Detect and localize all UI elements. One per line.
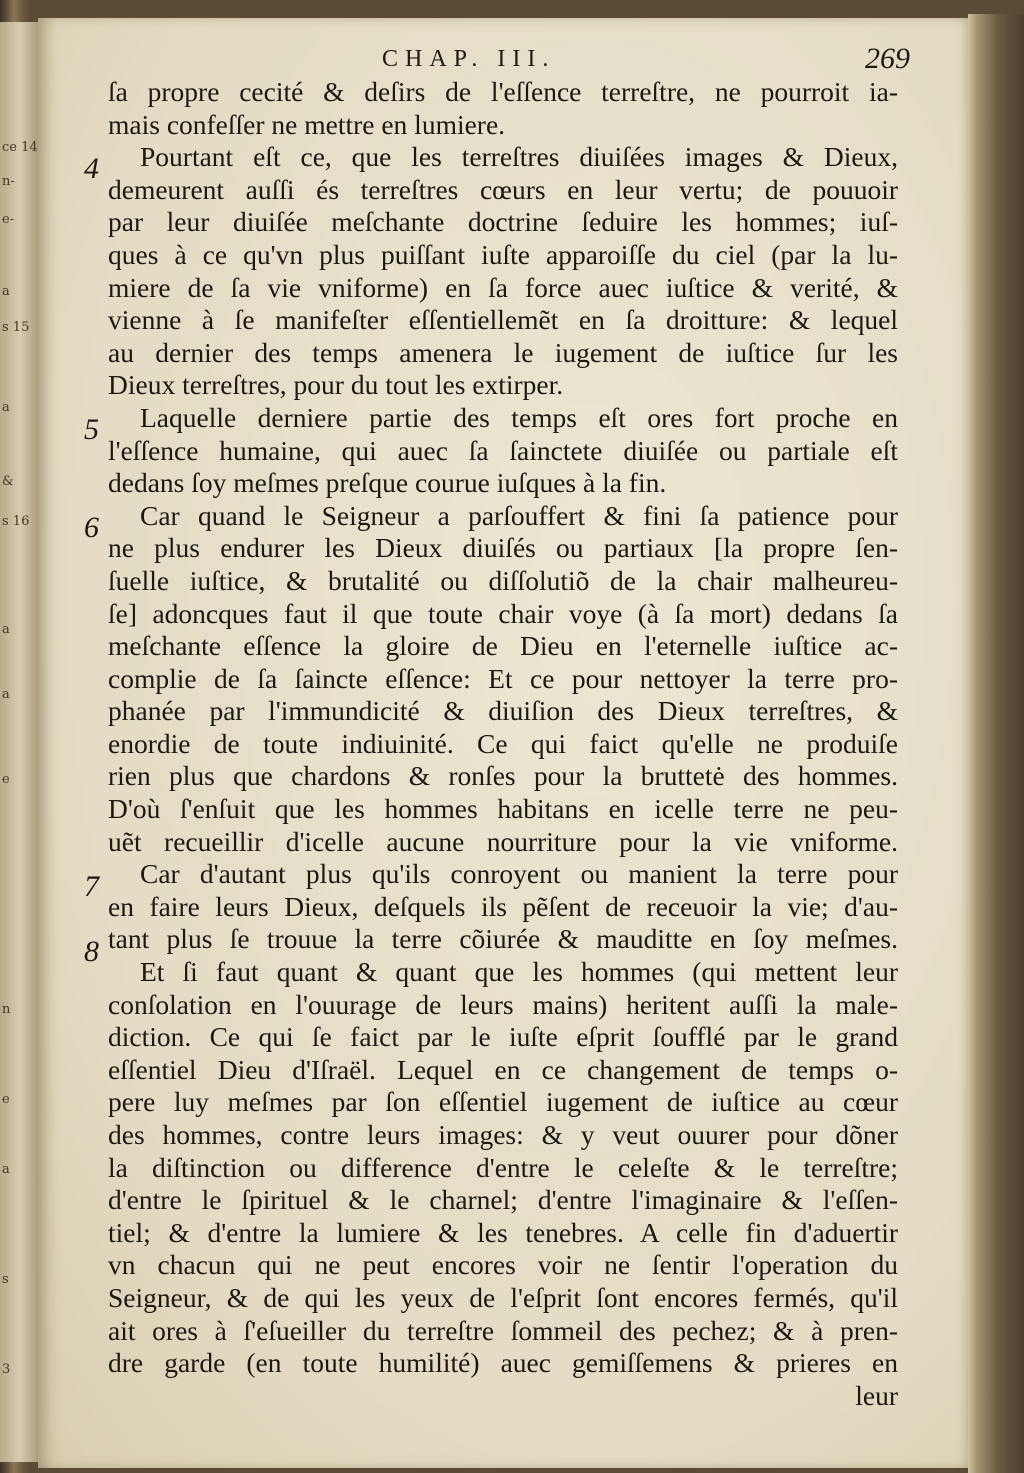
- text-line: tant plus ſe trouue la terre cõiurée & mauditte en ſoy meſmes.: [108, 923, 898, 955]
- text-line: diction. Ce qui ſe faict par le iuſte eſprit ſoufflé par le grand: [108, 1021, 898, 1053]
- margin-fragment: s: [2, 1272, 9, 1287]
- text-line: des hommes, contre leurs images: & y veut ouurer pour dõner: [108, 1119, 898, 1150]
- margin-fragment: a: [2, 687, 10, 702]
- catchword: leur: [855, 1379, 898, 1411]
- text-line: mais confeſſer ne mettre en lumiere.: [108, 108, 506, 140]
- text-line: miere de ſa vie vniforme) en ſa force auec iuſtice & verité, &: [108, 271, 898, 303]
- text-line: au dernier des temps amenera le iugement de iuſtice ſur les: [108, 336, 898, 368]
- margin-fragment: a: [2, 1162, 10, 1177]
- text-line: l'eſſence humaine, qui auec ſa ſainctete diuiſée ou partiale eſt: [108, 434, 898, 466]
- verse-number: 7: [84, 870, 99, 903]
- text-line: Et ſi faut quant & quant que les hommes (qui mettent leur: [140, 956, 898, 988]
- text-line: tiel; & d'entre la lumiere & les tenebres. A celle fin d'aduertir: [108, 1216, 898, 1248]
- verse-number: 5: [84, 413, 99, 446]
- text-line: Dieux terreſtres, pour du tout les extirper.: [108, 369, 564, 401]
- text-line: D'où ſ'enſuit que les hommes habitans en icelle terre ne peu-: [108, 793, 898, 825]
- facing-page-edge: [0, 22, 40, 1462]
- text-line: eſſentiel Dieu d'Iſraël. Lequel en ce changement de temps o-: [108, 1053, 898, 1085]
- margin-fragment: n-: [2, 174, 15, 189]
- text-line: demeurent auſſi és terreſtres cœurs en leur vertu; de pouuoir: [108, 173, 898, 205]
- text-line: dre garde (en toute humilité) auec gemiſſemens & prieres en: [108, 1347, 898, 1379]
- text-line: pere luy meſmes par ſon eſſentiel iugement de iuſtice au cœur: [108, 1086, 898, 1118]
- text-line: ne plus endurer les Dieux diuiſés ou partiaux [la propre ſen-: [108, 532, 898, 564]
- text-line: d'entre le ſpirituel & le charnel; d'entre l'imaginaire & l'eſſen-: [108, 1184, 898, 1216]
- margin-fragment: a: [2, 284, 10, 299]
- text-line: ques à ce qu'vn plus puiſſant iuſte apparoiſſe du ciel (par la lu-: [108, 238, 898, 270]
- text-line: meſchante eſſence la gloire de Dieu en l'eternelle iuſtice ac-: [108, 630, 898, 662]
- verse-number: 8: [84, 935, 99, 968]
- text-line: par leur diuiſée meſchante doctrine ſeduire les hommes; iuſ-: [108, 206, 898, 238]
- text-line: ſa propre cecité & deſirs de l'eſſence terreſtre, ne pourroit ia-: [108, 76, 898, 107]
- text-line: Car d'autant plus qu'ils conroyent ou manient la terre pour: [140, 858, 898, 890]
- text-line: dedans ſoy meſmes preſque courue iuſques à la fin.: [108, 467, 667, 499]
- text-line: Pourtant eſt ce, que les terreſtres diuiſées images & Dieux,: [140, 141, 898, 173]
- margin-fragment: s 15: [2, 320, 30, 335]
- page-number: 269: [865, 42, 910, 75]
- margin-fragment: s 16: [2, 514, 30, 529]
- text-line: phanée par l'immundicité & diuiſion des Dieux terreſtres, &: [108, 695, 898, 727]
- running-head: CHAP. III.: [382, 46, 556, 72]
- text-line: vn chacun qui ne peut encores voir ne ſentir l'operation du: [108, 1249, 898, 1281]
- text-line: complie de ſa ſaincte eſſence: Et ce pour nettoyer la terre pro-: [108, 662, 898, 694]
- text-line: la diſtinction ou difference d'entre le celeſte & le terreſtre;: [108, 1151, 898, 1183]
- text-line: rien plus que chardons & ronſes pour la bruttetė des hommes.: [108, 760, 898, 792]
- margin-fragment: e: [2, 772, 10, 787]
- margin-fragment: e: [2, 1092, 10, 1107]
- text-line: en faire leurs Dieux, deſquels ils pẽſent de receuoir la vie; d'au-: [108, 890, 898, 922]
- text-line: enordie de toute indiuinité. Ce qui faict qu'elle ne produiſe: [108, 727, 898, 759]
- margin-fragment: a: [2, 400, 10, 415]
- text-line: conſolation en l'ouurage de leurs mains) heritent auſſi la male-: [108, 988, 898, 1020]
- margin-fragment: a: [2, 622, 10, 637]
- margin-fragment: &: [2, 474, 14, 489]
- text-line: vienne à ſe manifeſter eſſentiellemẽt en ſa droitture: & lequel: [108, 304, 898, 336]
- margin-fragment: 3: [2, 1362, 11, 1377]
- margin-fragment: ce 14: [2, 140, 38, 155]
- text-line: Car quand le Seigneur a parſouffert & fini ſa patience pour: [140, 499, 898, 531]
- margin-fragment: n: [2, 1002, 11, 1017]
- verse-number: 4: [84, 152, 99, 185]
- text-line: Laquelle derniere partie des temps eſt ores fort proche en: [140, 401, 898, 433]
- page-edge-right: [968, 14, 1024, 1473]
- text-line: ait ores à ſ'eſueiller du terreſtre ſommeil des pechez; & à pren-: [108, 1314, 898, 1346]
- text-line: Seigneur, & de qui les yeux de l'eſprit ſont encores fermés, qu'il: [108, 1281, 898, 1313]
- text-line: ſe] adoncques faut il que toute chair voye (à ſa mort) dedans ſa: [108, 597, 898, 629]
- margin-fragment: e-: [2, 212, 15, 227]
- verse-number: 6: [84, 511, 99, 544]
- body-text: [84, 76, 898, 1412]
- text-line: ſuelle iuſtice, & brutalité ou diſſolutiõ de la chair malheureu-: [108, 564, 898, 596]
- text-line: uẽt recueillir d'icelle aucune nourriture pour la vie vniforme.: [108, 825, 898, 857]
